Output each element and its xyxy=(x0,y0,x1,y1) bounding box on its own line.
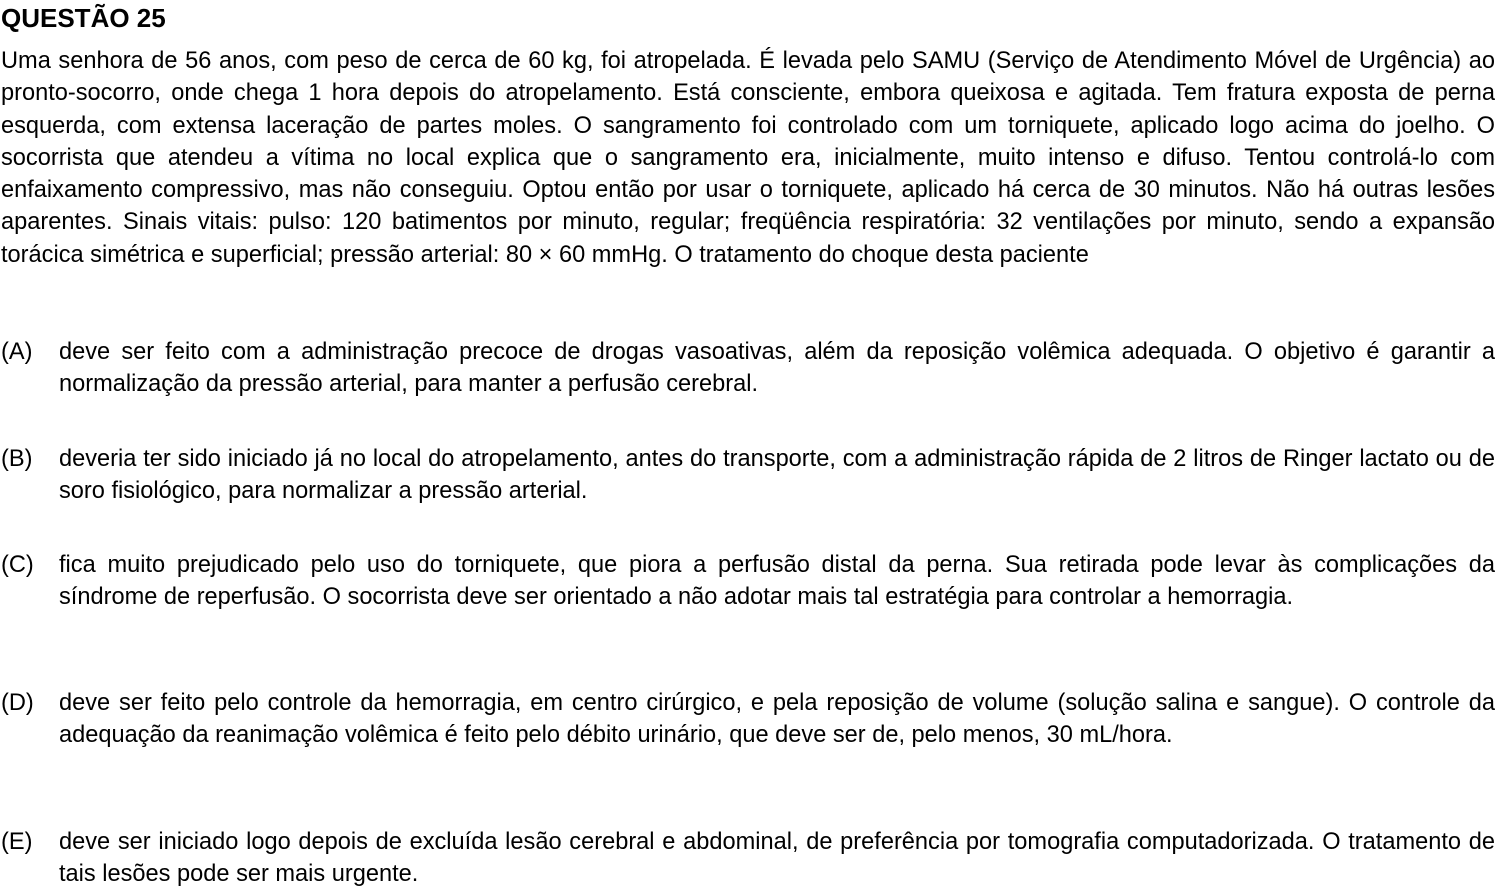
option-letter: (A) xyxy=(1,339,33,365)
option-letter: (D) xyxy=(1,690,34,716)
option-letter: (B) xyxy=(1,446,33,472)
option-text: fica muito prejudicado pelo uso do torniquete, que piora a perfusão distal da perna. Sua retirada pode levar às complicações da síndrome de reperfusão. O socorrista deve ser orientado a não adotar mais tal estratégia para controlar a hemorragia. xyxy=(59,552,1495,611)
option-a xyxy=(1,336,1495,401)
option-text: deve ser feito pelo controle da hemorragia, em centro cirúrgico, e pela reposição de volume (solução salina e sangue). O controle da adequação da reanimação volêmica é feito pelo débito urinário, que deve ser de, pelo menos, 30 mL/hora. xyxy=(59,690,1495,749)
option-e xyxy=(1,826,1495,891)
option-text: deve ser iniciado logo depois de excluída lesão cerebral e abdominal, de preferência por tomografia computadorizada. O tratamento de tais lesões pode ser mais urgente. xyxy=(59,829,1495,888)
option-letter: (E) xyxy=(1,829,33,855)
option-d xyxy=(1,687,1495,752)
option-c xyxy=(1,549,1495,614)
option-letter: (C) xyxy=(1,552,34,578)
question-title: QUESTÃO 25 xyxy=(1,3,166,33)
option-text: deveria ter sido iniciado já no local do atropelamento, antes do transporte, com a administração rápida de 2 litros de Ringer lactato ou de soro fisiológico, para normalizar a pressão arterial. xyxy=(59,446,1495,505)
question-stem: Uma senhora de 56 anos, com peso de cerca de 60 kg, foi atropelada. É levada pelo SAMU (Serviço de Atendimento Móvel de Urgência) ao pronto-socorro, onde chega 1 hora depois do atropelamento. Está consciente, embora queixosa e agitada. Tem fratura exposta de perna esquerda, com extensa laceração de partes moles. O sangramento foi controlado com um torniquete, aplicado logo acima do joelho. O socorrista que atendeu a vítima no local explica que o sangramento era, inicialmente, muito intenso e difuso. Tentou controlá-lo com enfaixamento compressivo, mas não conseguiu. Optou então por usar o torniquete, aplicado há cerca de 30 minutos. Não há outras lesões aparentes. Sinais vitais: pulso: 120 batimentos por minuto, regular; freqüência respiratória: 32 ventilações por minuto, sendo a expansão torácica simétrica e superficial; pressão arterial: 80 × 60 mmHg. O tratamento do choque desta paciente xyxy=(1,48,1495,268)
option-text: deve ser feito com a administração precoce de drogas vasoativas, além da reposição volêmica adequada. O objetivo é garantir a normalização da pressão arterial, para manter a perfusão cerebral. xyxy=(59,339,1495,398)
option-b xyxy=(1,443,1495,508)
